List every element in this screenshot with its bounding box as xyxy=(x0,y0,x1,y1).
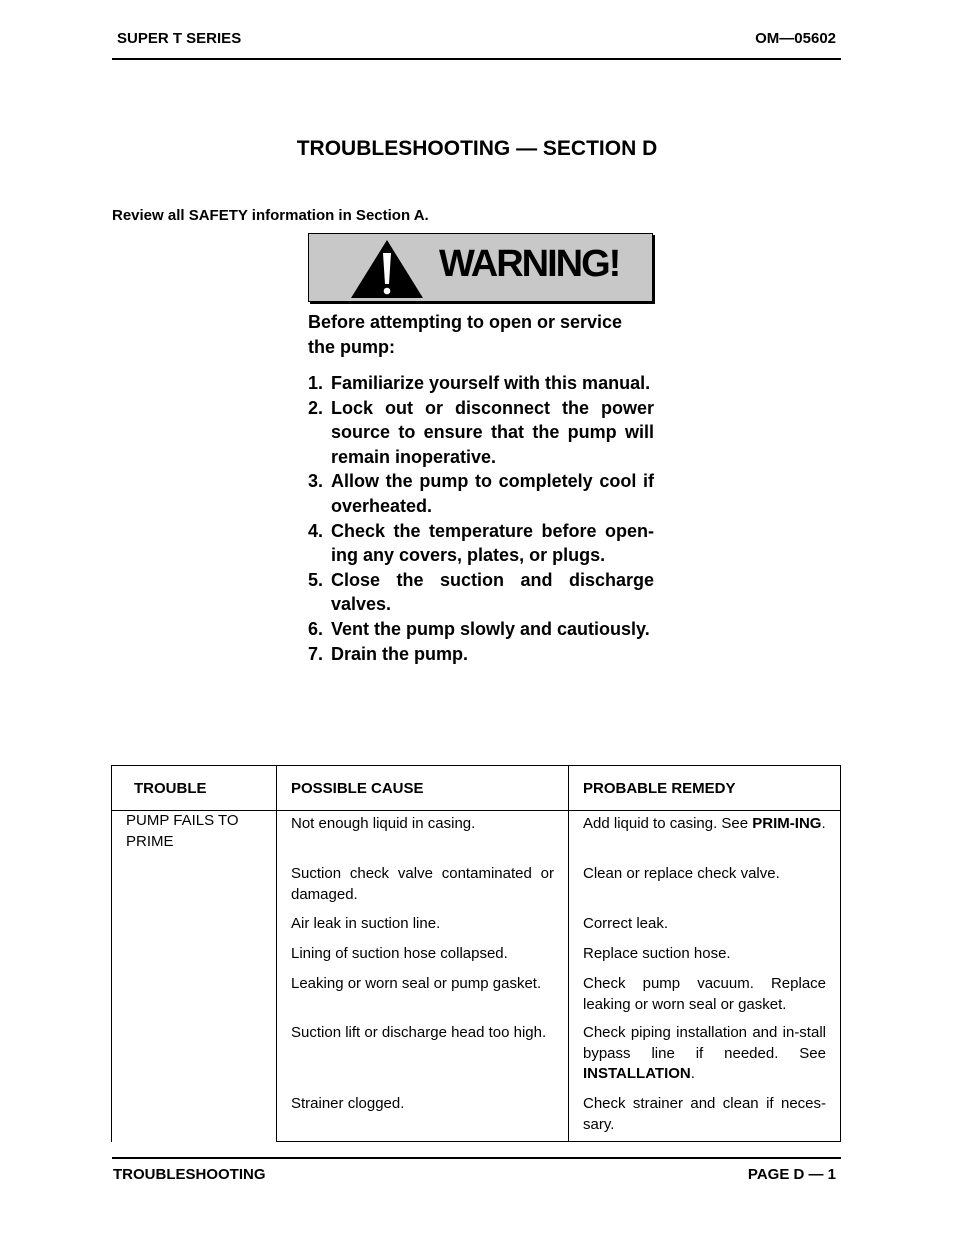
cause-text: Suction check valve contaminated or damaged. xyxy=(291,865,554,903)
remedy-reference: PRIM-ING xyxy=(752,815,822,832)
remedy-punct: . xyxy=(690,1065,695,1082)
step-number: 7. xyxy=(308,643,324,664)
trouble-cell xyxy=(112,811,277,1142)
step-number: 1. xyxy=(308,373,324,393)
warning-step xyxy=(308,519,654,568)
review-note: Review all SAFETY information in Section A. xyxy=(112,207,429,224)
table-row xyxy=(112,811,841,865)
cause-cell xyxy=(277,1023,569,1094)
step-number: 4. xyxy=(308,520,324,541)
column-header-trouble: TROUBLE xyxy=(112,766,277,811)
warning-intro: Before attempting to open or service the pump: xyxy=(308,312,623,357)
cause-text: Leaking or worn seal or pump gasket. xyxy=(291,975,542,992)
warning-step xyxy=(308,396,654,470)
page-title: TROUBLESHOOTING — SECTION D xyxy=(296,137,658,160)
cause-cell xyxy=(277,944,569,974)
cause-cell xyxy=(277,864,569,914)
warning-word: WARNING! xyxy=(439,243,620,285)
warning-step xyxy=(308,568,654,617)
cause-text: Suction lift or discharge head too high. xyxy=(291,1024,547,1041)
page-number: PAGE D — 1 xyxy=(747,1166,836,1183)
warning-banner xyxy=(308,233,653,302)
step-text: Check the temperature before open-ing any covers, plates, or plugs. xyxy=(331,520,654,566)
remedy-cell xyxy=(569,811,841,865)
header-doc-number: OM—05602 xyxy=(755,30,836,47)
step-text: Vent the pump slowly and cautiously. xyxy=(331,618,650,639)
remedy-cell xyxy=(569,974,841,1023)
step-number: 3. xyxy=(308,471,324,492)
column-header-cause: POSSIBLE CAUSE xyxy=(277,766,569,811)
remedy-text: Check pump vacuum. Replace leaking or worn seal or gasket. xyxy=(583,975,826,1013)
cause-cell xyxy=(277,914,569,944)
remedy-cell xyxy=(569,1094,841,1142)
step-text: Allow the pump to completely cool if overheated. xyxy=(331,471,654,516)
warning-steps xyxy=(308,371,654,666)
remedy-text: Add liquid to casing. See xyxy=(583,815,753,832)
warning-step xyxy=(308,469,654,518)
warning-triangle-icon xyxy=(350,239,424,299)
remedy-cell xyxy=(569,1023,841,1094)
header-series: SUPER T SERIES xyxy=(117,30,242,47)
remedy-cell xyxy=(569,944,841,974)
warning-step xyxy=(308,371,654,396)
cause-cell xyxy=(277,1094,569,1142)
remedy-text: Check strainer and clean if neces-sary. xyxy=(583,1095,826,1133)
step-text: Lock out or disconnect the power source to ensure that the pump will remain inoperative. xyxy=(331,397,654,467)
header-rule xyxy=(112,58,841,60)
cause-cell xyxy=(277,811,569,865)
step-number: 5. xyxy=(308,569,324,590)
cause-text: Not enough liquid in casing. xyxy=(291,815,476,832)
remedy-text: Check piping installation and in-stall bypass line if needed. See xyxy=(583,1024,826,1062)
cause-text: Air leak in suction line. xyxy=(291,915,441,932)
step-text: Drain the pump. xyxy=(331,643,469,664)
troubleshooting-table xyxy=(111,765,841,1142)
remedy-punct: . xyxy=(821,815,826,832)
cause-text: Strainer clogged. xyxy=(291,1095,405,1112)
footer-section: TROUBLESHOOTING xyxy=(113,1166,266,1183)
remedy-text: Clean or replace check valve. xyxy=(583,865,780,882)
remedy-cell xyxy=(569,864,841,914)
table-header-row xyxy=(112,766,841,811)
column-header-remedy: PROBABLE REMEDY xyxy=(569,766,841,811)
cause-text: Lining of suction hose collapsed. xyxy=(291,945,508,962)
remedy-cell xyxy=(569,914,841,944)
remedy-text: Replace suction hose. xyxy=(583,945,731,962)
warning-step xyxy=(308,642,654,667)
trouble-text: PUMP FAILS TO PRIME xyxy=(126,812,239,850)
step-text: Close the suction and discharge valves. xyxy=(331,569,654,615)
warning-step xyxy=(308,617,654,642)
remedy-text: Correct leak. xyxy=(583,915,669,932)
step-text: Familiarize yourself with this manual. xyxy=(331,373,651,393)
remedy-reference: INSTALLATION xyxy=(583,1065,691,1082)
step-number: 2. xyxy=(308,397,324,418)
footer-rule xyxy=(112,1157,841,1159)
cause-cell xyxy=(277,974,569,1023)
step-number: 6. xyxy=(308,618,324,639)
